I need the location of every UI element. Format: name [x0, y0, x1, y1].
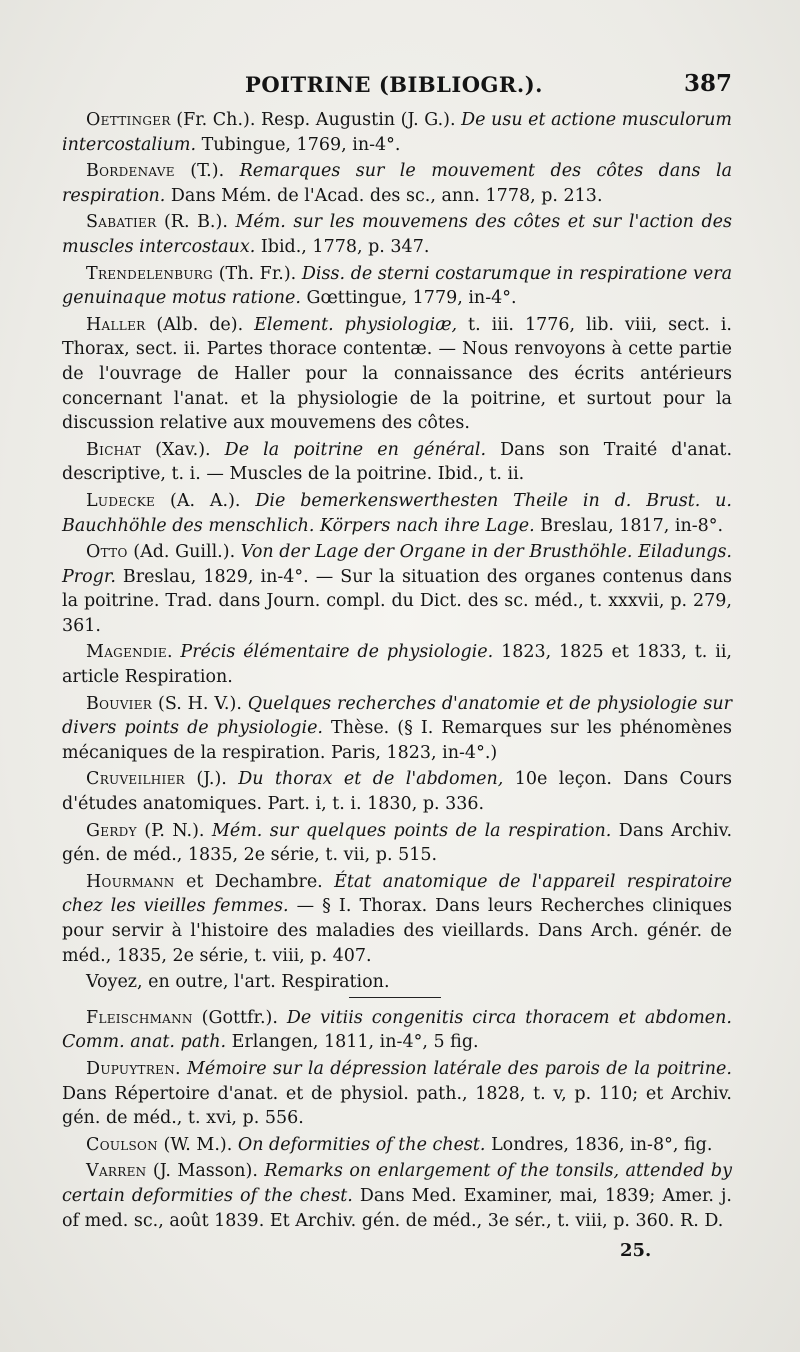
entry-author: Varren [86, 1161, 147, 1182]
entry-author: Fleischmann [86, 1007, 193, 1028]
bibliography-entry [62, 159, 732, 208]
entry-details: (R. B.). [156, 212, 236, 233]
entry-author: Oettinger [86, 110, 171, 130]
running-title: POITRINE (BIBLIOGR.). [245, 72, 543, 97]
entry-title: Remarques sur le mouvement des côtes dans la respiration. [62, 161, 732, 206]
entry-author: Otto [86, 542, 128, 563]
bibliography-entry [62, 108, 732, 157]
entry-details: (J. Masson). [146, 1161, 265, 1182]
entry-author: Bichat [86, 439, 142, 460]
entry-author: Coulson [86, 1134, 158, 1155]
bibliography-entry [62, 767, 732, 816]
entry-author: Ludecke [86, 490, 156, 511]
entry-title: Die bemerkenswerthesten Theile in d. Brust. u. Bauchhöhle des menschlich. Körpers nach ihre Lage. [62, 490, 732, 536]
bibliography-entry [62, 640, 732, 689]
entry-title: On deformities of the chest. [237, 1134, 486, 1155]
entry-publication: — § I. Thorax. Dans leurs Recherches cliniques pour servir à l'histoire des maladies des vieillards. Dans Arch. génér. de méd., 1835, 2e série, t. viii, p. 407. [62, 896, 732, 966]
entry-details: (S. H. V.). [152, 693, 248, 714]
entry-publication: Dans Mém. de l'Acad. des sc., ann. 1778, p. 213. [165, 185, 603, 206]
entry-title: Von der Lage der Organe in der Brusthöhle. Eiladungs. Progr. [62, 542, 732, 587]
bibliography-entry [62, 970, 732, 995]
entry-author: Bouvier [86, 693, 153, 714]
entry-author: Hourmann [86, 871, 175, 892]
entry-title: Mém. sur les mouvemens des côtes et sur l'action des muscles intercostaux. [62, 212, 733, 257]
entry-publication: Ibid., 1778, p. 347. [255, 236, 430, 257]
bibliography-entry [62, 489, 732, 538]
entry-publication: Londres, 1836, in-8°, fig. [485, 1134, 713, 1155]
section-divider [349, 997, 441, 998]
entry-title: De usu et actione musculorum intercostalium. [62, 110, 732, 155]
bibliography-entry [62, 540, 732, 638]
bibliography-body [62, 108, 732, 1235]
entry-details: . [166, 642, 181, 663]
entry-title: État anatomique de l'appareil respiratoire chez les vieilles femmes. [62, 871, 732, 917]
entry-title: De la poitrine en général. [224, 439, 487, 460]
entry-details: (Alb. de). [145, 314, 255, 335]
entry-title: Mém. sur quelques points de la respiration. [211, 820, 612, 841]
bibliography-entry [62, 1006, 732, 1055]
entry-publication: Tubingue, 1769, in-4°. [196, 134, 401, 155]
entry-details: (T.). [174, 161, 240, 182]
entry-details: et Dechambre. [174, 871, 335, 892]
entry-title: Mémoire sur la dépression latérale des parois de la poitrine. [186, 1058, 732, 1079]
entry-publication: 1823, 1825 et 1833, t. ii, article Respiration. [62, 642, 732, 688]
entry-publication: Breslau, 1817, in-8°. [534, 515, 724, 536]
bibliography-entry [62, 692, 732, 766]
entry-author: Sabatier [86, 212, 157, 233]
bibliography-entry [62, 262, 732, 311]
entry-author: Dupuytren [86, 1058, 176, 1079]
entry-details: (Gottfr.). [192, 1007, 287, 1028]
entry-details: (J.). [184, 769, 239, 790]
entry-title: Element. physiologiæ, [254, 314, 458, 335]
entry-details: Voyez, en outre, l'art. Respiration. [86, 972, 390, 993]
bibliography-entry [62, 1057, 732, 1131]
bibliography-entry [62, 1159, 732, 1233]
entry-title: De vitiis congenitis circa thoracem et abdomen. Comm. anat. path. [62, 1007, 732, 1053]
entry-publication: Gœttingue, 1779, in-4°. [300, 288, 517, 309]
entry-details: (Th. Fr.). [213, 263, 302, 284]
entry-details: (Ad. Guill.). [127, 542, 241, 563]
bibliography-entry [62, 870, 732, 968]
entry-publication: Thèse. (§ I. Remarques sur les phénomènes mécaniques de la respiration. Paris, 1823, in-4°.) [62, 718, 732, 763]
entry-title: Précis élémentaire de physiologie. [180, 642, 494, 663]
entry-author: Magendie [86, 642, 167, 663]
entry-details: (A. A.). [155, 490, 256, 511]
entry-author: Bordenave [86, 161, 175, 182]
entry-publication: Erlangen, 1811, in-4°, 5 fig. [226, 1032, 479, 1053]
entry-details: (Fr. Ch.). Resp. Augustin (J. G.). [170, 110, 462, 130]
entry-publication: Dans Archiv. gén. de méd., 1835, 2e série, t. vii, p. 515. [62, 820, 733, 866]
entry-title: Quelques recherches d'anatomie et de physiologie sur divers points de physiologie. [62, 693, 732, 739]
entry-details: (W. M.). [157, 1134, 238, 1155]
bibliography-section-anatomy [62, 108, 732, 995]
entry-publication: Breslau, 1829, in-4°. — Sur la situation des organes contenus dans la poitrine. Trad. dans Journ. compl. du Dict. des sc. méd., t. xxxvii, p. 279, 361. [62, 566, 732, 636]
entry-publication: Dans son Traité d'anat. descriptive, t. i. — Muscles de la poitrine. Ibid., t. ii. [62, 439, 733, 485]
entry-title: Diss. de sterni costarumque in respiratione vera genuinaque motus ratione. [62, 263, 732, 309]
bibliography-entry [62, 210, 732, 259]
entry-author: Gerdy [86, 820, 137, 841]
entry-publication: 10e leçon. Dans Cours d'études anatomiques. Part. i, t. i. 1830, p. 336. [62, 769, 733, 815]
entry-author: Haller [86, 314, 146, 335]
entry-details: (Xav.). [141, 439, 225, 460]
bibliography-section-deformities [62, 1006, 732, 1233]
bibliography-entry [62, 819, 732, 868]
entry-author: Trendelenburg [86, 263, 214, 284]
signature-mark: 25. [620, 1240, 652, 1261]
bibliography-entry [62, 1133, 732, 1158]
page-header [56, 72, 732, 106]
entry-title: Du thorax et de l'abdomen, [238, 769, 504, 790]
entry-publication: Dans Répertoire d'anat. et de physiol. path., 1828, t. v, p. 110; et Archiv. gén. de méd., t. xvi, p. 556. [62, 1083, 732, 1129]
entry-publication: Dans Med. Examiner, mai, 1839; Amer. j. of med. sc., août 1839. Et Archiv. gén. de méd., 3e sér., t. viii, p. 360. R. D. [62, 1185, 732, 1231]
bibliography-entry [62, 313, 732, 436]
entry-details: (P. N.). [136, 820, 212, 841]
entry-title: Remarks on enlargement of the tonsils, attended by certain deformities of the chest. [62, 1161, 732, 1206]
entry-publication: t. iii. 1776, lib. viii, sect. i. Thorax, sect. ii. Partes thorace contentæ. — Nous renvoyons à cette partie de l'ouvrage de Haller pour la connaissance des écrits antérieurs concernant l'anat. et la physiologie de la poitrine, et surtout pour la discussion relative aux mouvemens des côtes. [62, 314, 732, 434]
bibliography-entry [62, 438, 732, 487]
entry-author: Cruveilhier [86, 769, 185, 790]
entry-details: . [175, 1058, 187, 1079]
page-number: 387 [683, 70, 732, 97]
